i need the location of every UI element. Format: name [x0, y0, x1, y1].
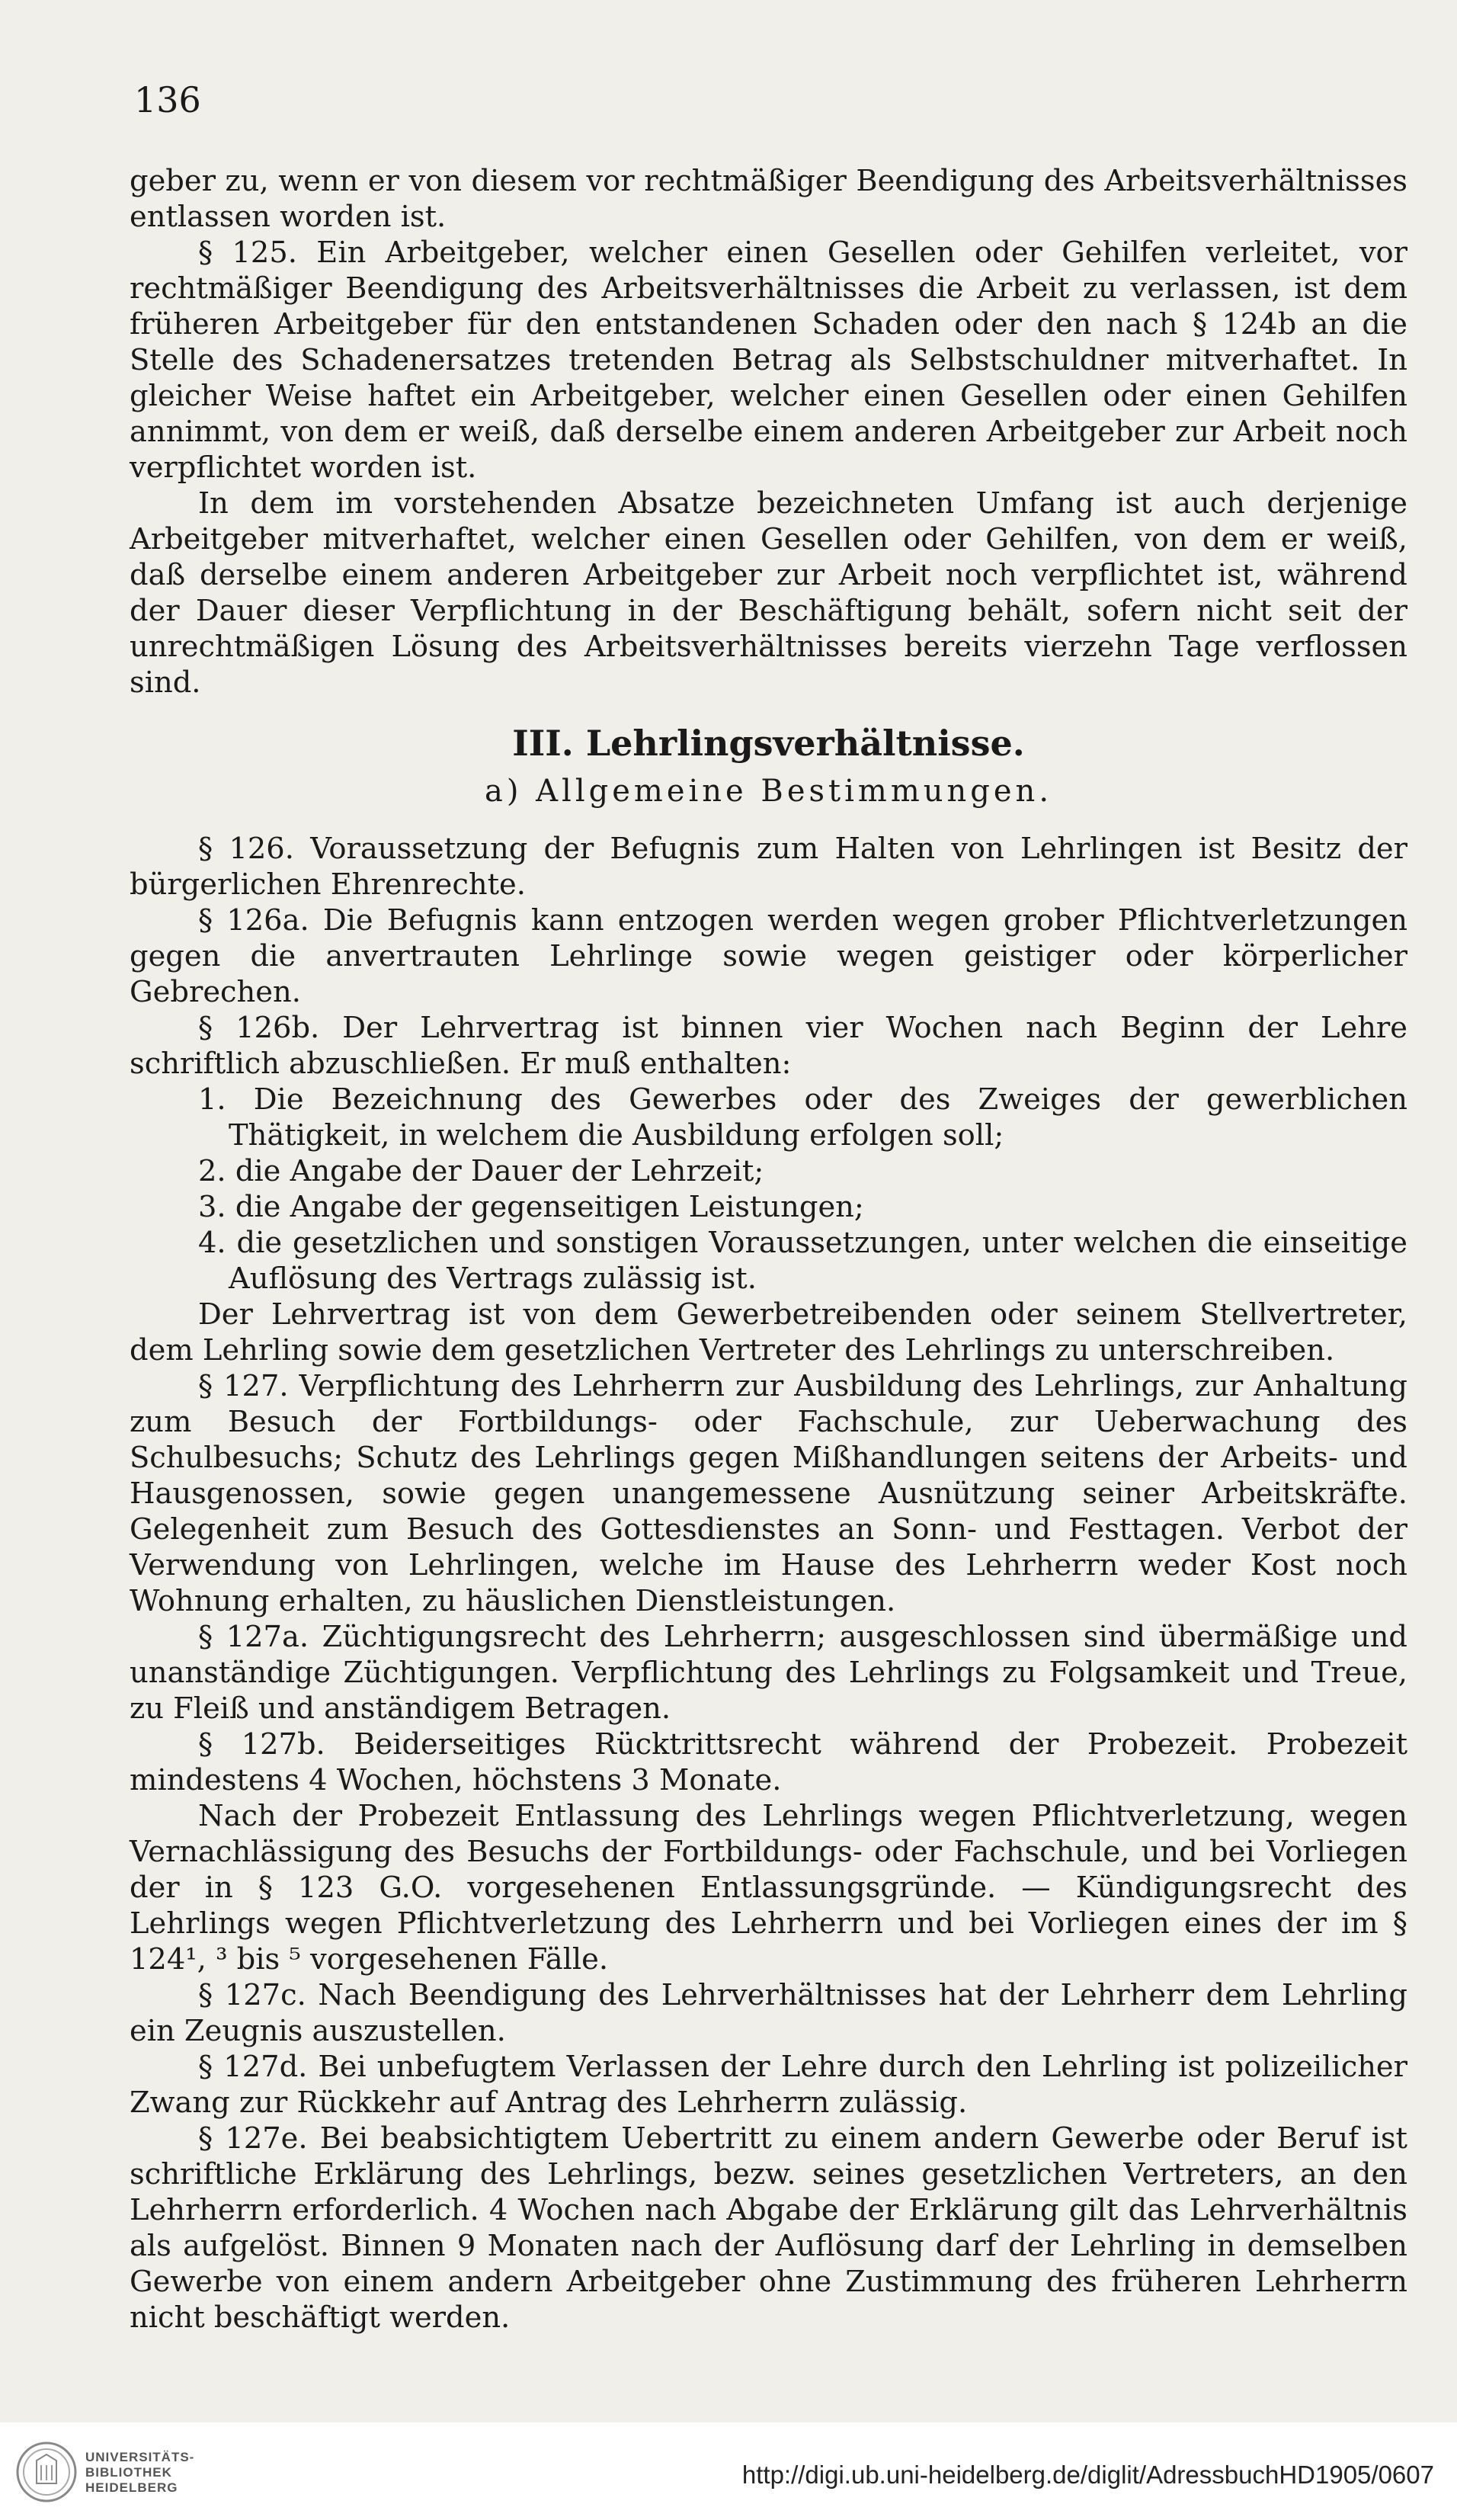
library-name-line: UNIVERSITÄTS-	[85, 2450, 195, 2464]
library-name-line: HEIDELBERG	[85, 2480, 178, 2495]
library-name-line: BIBLIOTHEK	[85, 2465, 172, 2480]
paragraph-127c: § 127c. Nach Beendigung des Lehrverhältnisses hat der Lehrherr dem Lehrling ein Zeugnis auszustellen.	[130, 1978, 1407, 2048]
paragraph-127b: § 127b. Beiderseitiges Rücktrittsrecht während der Probezeit. Probezeit mindestens 4 Wochen, höchstens 3 Monate.	[130, 1727, 1407, 1797]
section-subheading: a) Allgemeine Bestimmungen.	[484, 774, 1053, 809]
source-url[interactable]: http://digi.ub.uni-heidelberg.de/diglit/AdressbuchHD1905/0607	[741, 2461, 1434, 2489]
section-125-block	[130, 163, 1407, 701]
library-name	[85, 2450, 194, 2496]
list-item: 1. Die Bezeichnung des Gewerbes oder des Zweiges der gewerblichen Thätigkeit, in welchem die Ausbildung erfolgen soll;	[198, 1082, 1407, 1153]
list-item: 4. die gesetzlichen und sonstigen Voraussetzungen, unter welchen die einseitige Auflösung des Vertrags zulässig ist.	[198, 1226, 1407, 1296]
paragraph-127: § 127. Verpflichtung des Lehrherrn zur Ausbildung des Lehrlings, zur Anhaltung zum Besuch der Fortbildungs- oder Fachschule, zur Ueberwachung des Schulbesuchs; Schutz des Lehrlings gegen Mißhandlungen seitens der Arbeits- und Hausgenossen, sowie gegen unangemessene Ausnützung seiner Arbeitskräfte. Gelegenheit zum Besuch des Gottesdienstes an Sonn- und Festtagen. Verbot der Verwendung von Lehrlingen, welche im Hause des Lehrherrn weder Kost noch Wohnung erhalten, zu häuslichen Dienstleistungen.	[130, 1369, 1407, 1618]
paragraph-126b: § 126b. Der Lehrvertrag ist binnen vier Wochen nach Beginn der Lehre schriftlich abzuschließen. Er muß enthalten:	[130, 1011, 1407, 1081]
paragraph-127d: § 127d. Bei unbefugtem Verlassen der Lehre durch den Lehrling ist polizeilicher Zwang zur Rückkehr auf Antrag des Lehrherrn zulässig.	[130, 2050, 1407, 2120]
list-item: 3. die Angabe der gegenseitigen Leistungen;	[198, 1190, 864, 1224]
paragraph-126: § 126. Voraussetzung der Befugnis zum Halten von Lehrlingen ist Besitz der bürgerlichen Ehrenrechte.	[130, 832, 1407, 902]
paragraph-125: § 125. Ein Arbeitgeber, welcher einen Gesellen oder Gehilfen verleitet, vor rechtmäßiger Beendigung des Arbeitsverhältnisses die Arbeit zu verlassen, ist dem früheren Arbeitgeber für den entstandenen Schaden oder den nach § 124b an die Stelle des Schadenersatzes tretenden Betrag als Selbstschuldner mitverhaftet. In gleicher Weise haftet ein Arbeitgeber, welcher einen Gesellen oder einen Gehilfen annimmt, von dem er weiß, daß derselbe einem anderen Arbeitgeber zur Arbeit noch verpflichtet worden ist.	[130, 236, 1407, 485]
paragraph-125-cont: In dem im vorstehenden Absatze bezeichneten Umfang ist auch derjenige Arbeitgeber mitverhaftet, welcher einen Gesellen oder Gehilfen, von dem er weiß, daß derselbe einem anderen Arbeitgeber zur Arbeit noch verpflichtet ist, während der Dauer dieser Verpflichtung in der Beschäftigung behält, sofern nicht seit der unrechtmäßigen Lösung des Arbeitsverhältnisses bereits vierzehn Tage verflossen sind.	[130, 486, 1407, 700]
paragraph-126a: § 126a. Die Befugnis kann entzogen werden wegen grober Pflichtverletzungen gegen die anvertrauten Lehrlinge sowie wegen geistiger oder körperlicher Gebrechen.	[130, 903, 1407, 1009]
paragraph-127e: § 127e. Bei beabsichtigtem Uebertritt zu einem andern Gewerbe oder Beruf ist schriftliche Erklärung des Lehrlings, bezw. seines gesetzlichen Vertreters, an den Lehrherrn erforderlich. 4 Wochen nach Abgabe der Erklärung gilt das Lehrverhältnis als aufgelöst. Binnen 9 Monaten nach der Auflösung darf der Lehrling in demselben Gewerbe von einem andern Arbeitgeber ohne Zustimmung des früheren Lehrherrn nicht beschäftigt werden.	[130, 2121, 1407, 2335]
paragraph-continued: geber zu, wenn er von diesem vor rechtmäßiger Beendigung des Arbeitsverhältnisses entlassen worden ist.	[130, 164, 1407, 234]
paragraph-127a: § 127a. Züchtigungsrecht des Lehrherrn; ausgeschlossen sind übermäßige und unanständige Züchtigungen. Verpflichtung des Lehrlings zu Folgsamkeit und Treue, zu Fleiß und anständigem Betragen.	[130, 1620, 1407, 1726]
paragraph-126b-cont: Der Lehrvertrag ist von dem Gewerbetreibenden oder seinem Stellvertreter, dem Lehrling sowie dem gesetzlichen Vertreter des Lehrlings zu unterschreiben.	[130, 1297, 1407, 1367]
section-126-block	[130, 831, 1407, 2336]
library-seal-icon	[14, 2439, 79, 2505]
section-heading: III. Lehrlingsverhältnisse.	[512, 723, 1025, 764]
paragraph-127b-cont: Nach der Probezeit Entlassung des Lehrlings wegen Pflichtverletzung, wegen Vernachlässigung des Besuchs der Fortbildungs- oder Fachschule, und bei Vorliegen der in § 123 G.O. vorgesehenen Entlassungsgründe. — Kündigungsrecht des Lehrlings wegen Pflichtverletzung des Lehrherrn und bei Vorliegen eines der im § 124¹, ³ bis ⁵ vorgesehenen Fälle.	[130, 1799, 1407, 1977]
list-item: 2. die Angabe der Dauer der Lehrzeit;	[198, 1154, 764, 1188]
footer-bar	[0, 2422, 1457, 2520]
page-number: 136	[134, 79, 201, 120]
